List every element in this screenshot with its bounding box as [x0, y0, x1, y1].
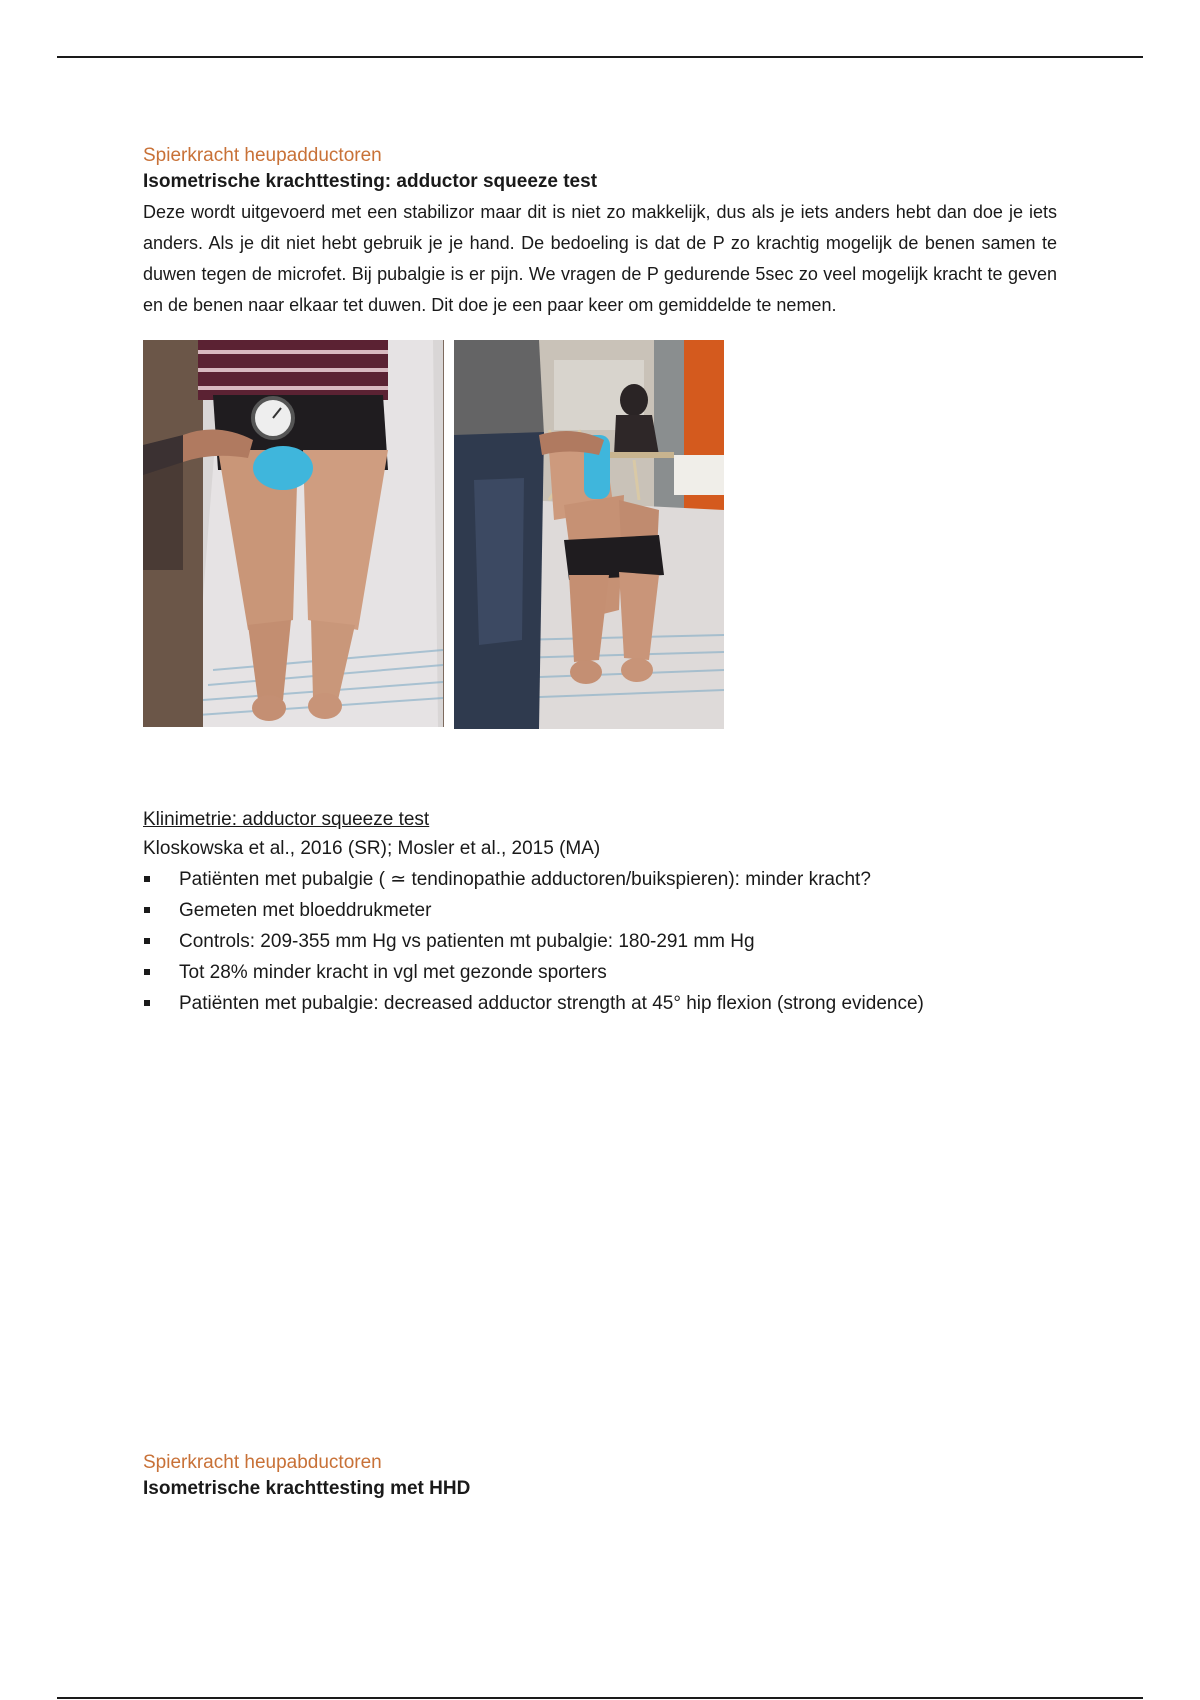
section-title: Spierkracht heupabductoren	[143, 1452, 382, 1473]
bullet-icon	[144, 969, 150, 975]
bullet-icon	[144, 907, 150, 913]
section-adductors	[143, 143, 1057, 729]
bottom-rule	[57, 1697, 1143, 1699]
list-item: Gemeten met bloeddrukmeter	[143, 895, 1057, 926]
section-title: Spierkracht heupadductoren	[143, 145, 382, 166]
list-item: Patiënten met pubalgie: decreased adductor strength at 45° hip flexion (strong evidence)	[143, 988, 1057, 1019]
klinimetrie-heading: Klinimetrie: adductor squeeze test	[143, 809, 430, 830]
bullet-icon	[144, 1000, 150, 1006]
bullet-icon	[144, 876, 150, 882]
findings-list	[143, 864, 1057, 1019]
top-rule	[57, 56, 1143, 58]
list-item: Controls: 209-355 mm Hg vs patienten mt pubalgie: 180-291 mm Hg	[143, 926, 1057, 957]
section-subtitle: Isometrische krachttesting met HHD	[143, 1478, 471, 1499]
list-item: Tot 28% minder kracht in vgl met gezonde sporters	[143, 957, 1057, 988]
section-subtitle: Isometrische krachttesting: adductor squeeze test	[143, 171, 598, 192]
section-abductors	[143, 1450, 1057, 1502]
reference-line: Kloskowska et al., 2016 (SR); Mosler et al., 2015 (MA)	[143, 838, 601, 859]
description-paragraph: Deze wordt uitgevoerd met een stabilizor maar dit is niet zo makkelijk, dus als je iets anders hebt dan doe je iets anders. Als je dit niet hebt gebruik je je hand. De bedoeling is dat de P zo krachtig mogelijk de benen samen te duwen tegen de microfet. Bij pubalgie is er pijn. We vragen de P gedurende 5sec zo veel mogelijk kracht te geven en de benen naar elkaar tet duwen. Dit doe je een paar keer om gemiddelde te nemen.	[143, 202, 1057, 315]
bullet-icon	[144, 938, 150, 944]
section-klinimetrie	[143, 806, 1057, 1019]
squeeze-test-photo-1	[143, 340, 444, 727]
list-item: Patiënten met pubalgie ( ≃ tendinopathie adductoren/buikspieren): minder kracht?	[143, 864, 1057, 895]
squeeze-test-photo-2	[454, 340, 724, 729]
photo-row	[143, 340, 1057, 729]
